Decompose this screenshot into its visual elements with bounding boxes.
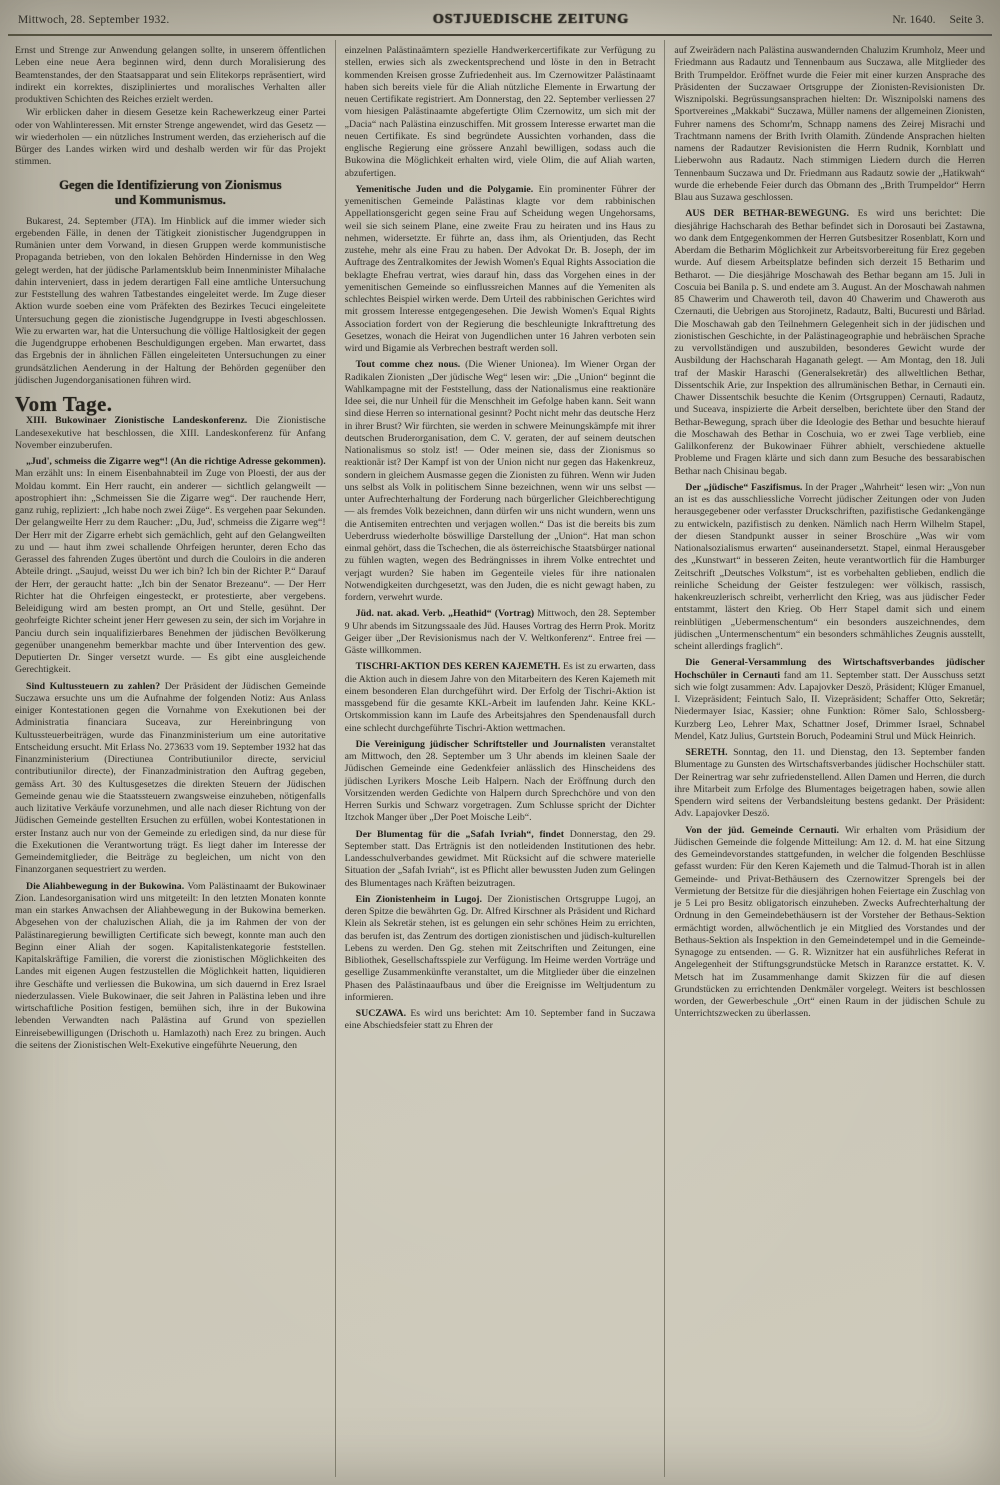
page-number: Seite 3. [949,14,984,26]
news-item: TISCHRI-AKTION DES KEREN KAJEMETH. Es ist zu erwarten, dass die Aktion auch in diesem Jahre von den Mitarbeitern des Keren Kajemeth mit einem besonderen Elan durchgeführt wird. Der Erfolg der Tischri-Aktion ist massgebend für die gesamte KKL-Arbeit im laufenden Jahr. Keine KKL-Ortskommission kann im Laufe des Arbeitsjahres den Spendenausfall durch eine schlecht durchgeführte Tischri-Aktion wettmachen. [344,661,656,734]
issue-number: Nr. 1640. [892,14,936,26]
paragraph: auf Zweirädern nach Palästina auswandernden Chaluzim Krumholz, Meer und Friedmann aus Radautz und Tennenbaum aus Suczawa, alle Mitglieder des Brith Trumpeldor. Eröffnet wurde die Feier mit einer kurzen Ansprache des Präsidenten der Suczawaer Ortsgruppe der Zionisten-Revisionisten Dr. Wisznipolski. Begrüssungsansprachen hielten: Dr. Wisznipolski namens des Sportvereines „Makkabi“ Suczawa, Müller namens der allgemeinen Zionisten, Fuhrer namens des Schomr'm, Schnapp namens des Zeirej Misrachi und Trachtmann namens der Brith Ivrith Olamith. Zündende Ansprachen hielten namens der Radautzer Revisionisten die Herrn Rudnik, Kornblatt und Lieberwohn aus Radautz. Nach stimmigen Liedern durch die Herren Tennenbaum Suczawa und Dr. Friedmann aus Radautz sowie der „Hatikwah“ wurde die erhebende Feier durch das Obmann des „Brith Trumpeldor“ Herrn Blau aus Suzawa geschlossen. [674,45,986,203]
news-item-lead: Der Blumentag für die „Safah Ivriah“, findet [355,828,570,840]
paragraph: Bukarest, 24. September (JTA). Im Hinblick auf die immer wieder sich ergebenden Fälle, in denen der Tätigkeit zionistischer Jugendgruppen in Rumänien unter dem Vorwand, in diesen Gruppen werde kommunistische Propaganda betrieben, von den lokalen Behörden Hindernisse in den Weg gelegt werden, hat der jüdische Parlamentsklub beim Innenminister Mihalache dahin interveniert, dass in jedem derartigen Fall eine amtliche Untersuchung zur Feststellung des wahren Tatbestandes eingeleitet werde. Im Zuge dieser Aktion wurde soeben eine vom Präfekten des Bezirkes Tecuci eingeleitete Untersuchung gegen die zionistische Jugendgruppe in Ivesti abgeschlossen. Wie zu erwarten war, hat die Untersuchung die völlige Haltlosigkeit der gegen die Jugendgruppe erhobenen Beschuldigungen ergeben. Man erwartet, dass das Ergebnis der in ähnlichen Fällen eingeleiteten Untersuchungen zu einer grundsätzlichen Aenderung in der Haltung der Behörden gegenüber den jüdischen Jugendorganisationen führen wird. [15,215,326,386]
news-item: Ein Zionistenheim in Lugoj. Der Zionistischen Ortsgruppe Lugoj, an deren Spitze die bewährten Gg. Dr. Alfred Kirschner als Präsident und Richard Klein als Sekretär stehen, ist es gelungen ein sehr schönes Heim zu errichten, das berufen ist, das Zentrum des dortigen zionistischen und jüdisch-kulturellen Lebens zu werden. Den Gg. stehen mit Zeitschriften und Zeitungen, eine Bibliothek, Gesellschaftsspiele zur Verfügung. Im Heime werden Vorträge und gesellige Zusammenkünfte veranstaltet, um die Mitglieder über die einzelnen Phasen des Palästinaaufbaus und über die Ereignisse im Weltjudentum zu informieren. [344,893,656,1003]
news-item: Die Vereinigung jüdischer Schriftsteller und Journalisten veranstaltet am Mittwoch, den 28. September um 3 Uhr abends im kleinen Saale der Jüdischen Gemeinde eine Gedenkfeier anlässlich des Hinscheidens des jüdischen Lyrikers Mosche Leib Halpern. Nach der Eröffnung durch den Vorsitzenden werden Gedichte von Halpern durch Sprechchöre und von den Herren Surkis und Schwarz vorgetragen. Zum Schlusse spricht der Dichter Itzchok Manger über „Der Poet Moische Leib“. [344,738,656,824]
news-item: Sind Kultussteuern zu zahlen? Der Präsident der Jüdischen Gemeinde Suczawa ersuchte uns um die Aufnahme der folgenden Notiz: Aus Anlass einiger Kontestationen gegen die Vornahme von Exekutionen bei der Administratia financiara Suceava, zur Hereinbringung von Kultussteuerbeiträgen, wurde das Finanzministerium um eine autoritative Entscheidung ersucht. Mit Erlass No. 273633 vom 19. September 1932 hat das Finanzministerium (Directiunea Contributiunilor directe, serviciul contributiunilor directe), der Finanzadministration den Auftrag gegeben, gemäss Art. 30 des Kultusgesetzes die direkten Steuern der Jüdischen Gemeinde genau wie die Staatssteuern zwangsweise einzuheben, nötigenfalls auch lizitative Verkäufe vorzunehmen, und alle nach dieser Richtung von der Jüdischen Gemeinde gestellten Ersuchen zu erfüllen, wobei Kontestationen in erster Instanz auch nur von der Gemeinde zu erledigen sind, da nur diese für die Exekutionen die Verantwortung trägt. Es liegt daher im Interesse der Gemeindemitglieder, die Beiträge zu begleichen, um nicht von den Finanzorganen sequestriert zu werden. [15,680,326,876]
header-date: Mittwoch, 28. September 1932. [18,14,170,26]
news-item-lead: TISCHRI-AKTION DES KEREN KAJEMETH. [355,661,563,673]
news-item: Der Blumentag für die „Safah Ivriah“, findet Donnerstag, den 29. September statt. Das Erträgnis ist den notleidenden Institutionen des hebr. Landesschulverbandes gewidmet. Mit Rücksicht auf die schwere materielle Situation der „Safah Ivriah“, ist es Pflicht aller bewussten Juden zum Gelingen des Blumentages nach Kräften beizutragen. [344,828,656,889]
news-item-lead: AUS DER BETHAR-BEWEGUNG. [685,208,858,220]
news-item-lead: Die Aliahbewegung in der Bukowina. [26,880,188,892]
news-item: AUS DER BETHAR-BEWEGUNG. Es wird uns berichtet: Die diesjährige Hachscharah des Bethar befindet sich in Dorosauti bei Zastawna, wo dank dem Entgegenkommen der Herren Gutsbesitzer Rosenblatt, Korn und Aberdam die Betharim Möglichkeit zur Arbeitsvorbereitung für Erez gegeben wurde. Auf diesem Arbeitsplatze befinden sich derzeit 15 Betharim und Betharot. — Die diesjährige Moschawah des Bethar begann am 15. Juli in Coscuia bei Banila p. S. und endete am 3. August. An der Moschawah nahmen 85 Chawerim und Chaweroth teil, davon 40 Chawerim und Chaweroth aus Czernauti, die Uebrigen aus Storojinetz, Radautz, Balti, Bucuresti und Bârlad. Die Moschawah gab den Teilnehmern Gelegenheit sich in der jüdischen und zionistischen Geschichte, in der Palästinageographie und hebräischen Sprache zu vervollständigen und auszubilden, besonderes Gewicht wurde der Ausbildung der Hachscharah Haganath gelegt. — Am Montag, den 18. Juli traf der Maskir Haraschi (Generalsekretär) des allweltlichen Bethar, Dissentschik Arie, zur Inspektion des allrumänischen Bethar, in Cernauti ein. Chawer Dissentschik besuchte die Kenim (Ortsgruppen) Cernauti, Radautz, und Suceava, inspizierte die Arbeit derselben, berichtete über den Stand der Bethar-Bewegung, sprach über die Ideologie des Bethar und besuchte hierauf die Moschawah des Bethar in Coschuia, wo er zwei Tage verblieb, eine Galilkonferenz der Bukowinaer Führer abhielt, verschiedene aktuelle Probleme und Fragen klärte und sich dann zum Besuche des bessarabischen Bethar nach Chisinau begab. [674,208,986,477]
news-item-lead: Yemenitische Juden und die Polygamie. [355,183,539,195]
page-content [6,40,994,1477]
news-item-lead: Ein Zionistenheim in Lugoj. [355,893,488,905]
page-header [18,12,984,28]
news-item-lead: Von der jüd. Gemeinde Cernauti. [685,824,845,836]
news-item: Tout comme chez nous. (Die Wiener Unionea). Im Wiener Organ der Radikalen Zionisten „Der jüdische Weg“ lesen wir: „Die „Union“ beginnt die Wahlkampagne mit der Feststellung, dass der Nationalismus eine reaktionäre Idee sei, die nur Unheil für die Menschheit im Gefolge haben kann. Seit wann sind diese Herren so international gesinnt? Pocht nicht mehr das deutsche Herz in ihrer Brust? Wir fürchten, sie werden in schwere Meinungskämpfe mit ihrer deutschen Bruderorganisation, dem C. V. geraten, der auf seinem deutschen Nationalismus so stolz ist! — Oder meinen sie, dass der Zionismus so reaktionär ist? Der Kampf ist von der Union nicht nur gegen das Hakenkreuz, sondern in gleichem Ausmasse gegen die Zionisten zu führen. Wenn wir Juden uns selbst als Volk in politischem Sinne bezeichnen, wenn wir uns selbst — unter Aufrechterhaltung der Forderung nach bürgerlicher Gleichberechtigung — als fremdes Volk bezeichnen, dann dürfen wir uns nicht wundern, wenn uns die Antisemiten entrechten und verjagen wollen.“ Das ist die bereits bis zum Ueberdruss wiederholte böswillige Darstellung der „Union“. Hat man schon einmal gehört, dass die Tschechen, die als österreichische Staatsbürger national zu fühlen wagten, wegen des Bedrängnisses in ihrem Volke entrechtet und verjagt wurden? Sie haben im Gegenteile vieles für ihre nationalen Notwendigkeiten durchgesetzt, was den Juden, die es nicht gewagt haben, zu fordern, verwehrt wurde. [344,359,656,603]
masthead-title: OSTJUEDISCHE ZEITUNG [432,12,630,27]
news-item-lead: Der „jüdische“ Faszifismus. [685,481,806,493]
news-item: SERETH. Sonntag, den 11. und Dienstag, den 13. September fanden Blumentage zu Gunsten des Wirtschaftsverbandes jüdischer Hochschüler statt. Der Reinertrag war sehr zufriedenstellend. Allen Damen und Herren, die durch ihre Mitarbeit zum Erfolge des Blumentages beigetragen haben, sowie allen Spendern wird seitens der Verbandsleitung bestens gedankt. Der Präsident: Adv. Lapajovker Deszö. [674,747,986,820]
news-item: Die Aliahbewegung in der Bukowina. Vom Palästinaamt der Bukowinaer Zion. Landesorganisation wird uns mitgeteilt: In den letzten Monaten konnte man ein starkes Anwachsen der Aliahbewegung in der Bukowina bemerken. Abgesehen von der chaluzischen Aliah, die ja im Rahmen der von der Palästinaregierung bewilligten Certificate sich bewegt, konnte man auch den Beginn einer Aliah der sogen. Kapitalistenkategorie feststellen. Kapitalskräftige Familien, die vorerst die zionistischen Möglichkeiten des Landes mit eigenen Augen festzustellen die Möglichkeit hatten, liquidieren ihre Geschäfte und verliessen die Bukowina, um sich dauernd in Erez Israel niederzulassen. Viele Bukowinaer, die seit Jahren in Palästina leben und ihre wirtschaftliche Position festigen, bemühen sich, ihre in der Bukowina lebenden Verwandten nach Palästina auf Grund von speziellen Einreisebewilligungen (Drischoth u. Hamlazoth) nach Erez zu bringen. Auch die seitens der Zionistischen Welt-Exekutive eingeführte Neuerung, den [15,880,326,1051]
paragraph: Ernst und Strenge zur Anwendung gelangen sollte, in unserem öffentlichen Leben eine neue Aera beginnen wird, denn durch Moralisierung des Beamtenstandes, der den Staatsapparat und sein Elitekorps repräsentiert, wird indirekt ein korrektes, diszipliniertes und moralisches Verhalten aller produktiven Schichten des Reiches erzielt werden. [15,45,326,105]
news-item-lead: Jüd. nat. akad. Verb. „Heathid“ (Vortrag) [355,608,538,620]
news-item-lead: Die Vereinigung jüdischer Schriftsteller und Journalisten [355,738,611,750]
column-3 [664,40,994,1477]
header-issue-info [892,14,984,26]
section-title: Vom Tage. [15,392,113,416]
news-item: XIII. Bukowinaer Zionistische Landeskonferenz. Die Zionistische Landesexekutive hat beschlossen, die XIII. Landeskonferenz für Anfang November einzuberufen. [15,415,326,451]
article-headline [19,178,322,209]
news-item: Die General-Versammlung des Wirtschaftsverbandes jüdischer Hochschüler in Cernauti fand am 11. September statt. Der Ausschuss setzt sich wie folgt zusammen: Adv. Lapajovker Deszö, Präsident; Klüger Emanuel, I. Vizepräsident; Feintuch Salo, II. Vizepräsident; Schaffer Otto, Sekretär; Niedermayer Isiac, Kassier; ohne Funktion: Römer Salo, Schlossberg-Kurzberg Leo, Lehrer Max, Schattner Josef, Drimmer Israel, Schnabel Mendel, Katz Julius, Gurtstein Boruch, Podeamini Strul und Mück Heinrich. [674,657,986,742]
news-item: Jüd. nat. akad. Verb. „Heathid“ (Vortrag) Mittwoch, den 28. September 9 Uhr abends im Sitzungssaale des Jüd. Hauses Vortrag des Herrn Prok. Moritz Geiger über „Der Revisionismus nach der V. Weltkonferenz“. Entree frei — Gäste willkommen. [344,608,656,656]
news-item-lead: SERETH. [685,747,734,758]
column-1 [6,40,335,1477]
news-item: Yemenitische Juden und die Polygamie. Ein prominenter Führer der yemenitischen Gemeinde Palästinas klagte vor dem rabbinischen Appellationsgericht gegen seine Frau auf Scheidung wegen Ungehorsams, weil sie sich seinem Plane, eine zweite Frau zu heiraten und ins Haus zu nehmen, widersetzte. Er führte an, dass ihm, als Orientjuden, das Recht zustehe, mehr als eine Frau zu haben. Der Advokat Dr. B. Joseph, der im Auftrage des Zentralkomites der Jewish Women's Equal Rights Association die beklagte Ehefrau vertrat, wies darauf hin, dass das Vorgehen eines in der yemenitischen Gemeinde so einflussreichen Mannes auf die Yemeniten als schlechtes Beispiel wirken werde. Dem Urteil des rabbinischen Gerichtes wird mit grossem Interesse entgegengesehen. Die Jewish Women's Equal Rights Association fordert von der Regierung die beschleunigte Inkrafttretung des Gesetzes, wonach die Heirat von Jugendlichen unter 16 Jahren verboten sein wird und Bigamie als Verbrechen bestraft werden soll. [344,183,656,354]
news-item-lead: „Jud', schmeiss die Zigarre weg“! (An die richtige Adresse gekommen). [26,456,326,467]
news-item: SUCZAWA. Es wird uns berichtet: Am 10. September fand in Suczawa eine Abschiedsfeier statt zu Ehren der [344,1008,656,1032]
news-item-lead: XIII. Bukowinaer Zionistische Landeskonferenz. [26,415,256,427]
news-item-lead: Sind Kultussteuern zu zahlen? [26,680,165,692]
news-item: Von der jüd. Gemeinde Cernauti. Wir erhalten vom Präsidium der Jüdischen Gemeinde die folgende Mitteilung: Am 12. d. M. hat eine Sitzung des Gemeindevorstandes stattgefunden, in welcher die folgenden Beschlüsse gefasst wurden: Für den Keren Kajemeth und die Talmud-Thorah ist in allen Gemeinde- und Privat-Bethäusern des Czernowitzer Sprengels bei der Vermietung der Betsitze für die diesjährigen hohen Feiertage ein Zuschlag von je 5 Lei pro Besitz obligatorisch einzuheben. Zwecks Aufrechterhaltung der Ordnung in den Gemeindebethäusern ist der Vorsteher der Bethaus-Sektion ermächtigt worden, allwöchentlich je ein Mitglied des Vorstandes und der Bethaus-Sektion als Inspektion in den Gemeindetempel und in die Gemeinde-Synagoge zu entsenden. — G. R. Wiznitzer hat ein ausführliches Referat in Angelegenheit der Stiftungsgrundstücke Metsch in Raranzce erstattet. K. V. Metsch hat im Zusammenhange damit Skizzen für die auf diesen Grundstücken zu errichtenden Denkmäler vorgelegt. Weiters ist beschlossen worden, der Gewerbeschule „Ort“ einen Raum in der jüdischen Schule zu Unterrichtszwecken zu überlassen. [674,824,986,1020]
paragraph: Wir erblicken daher in diesem Gesetze kein Rachewerkzeug einer Partei oder von Wahlinteressen. Mit ernster Strenge angewendet, wird das Gesetz — wir wiederholen — ein nützliches Instrument werden, das erzieherisch auf die Bürger des Landes wirken wird und deshalb werden wir für das Projekt stimmen. [15,107,326,168]
paragraph: einzelnen Palästinaämtern spezielle Handwerkercertifikate zur Verfügung zu stellen, erwies sich als zweckentsprechend und löste in den in Betracht kommenden Kreisen grosse Zufriedenheit aus. Im Czernowitzer Palästinaamt haben sich bereits viele für die Aliah nützliche Elemente in Erwartung der neuen Certifikate registriert. Am Donnerstag, den 22. September verliessen 27 vom hiesigen Palästinaamte abgefertigte Olim Czernowitz, um sich mit der „Dacia“ nach Palästina einzuschiffen. Mit grossem Interesse erwartet man die neuen Certifikate. Es sind begründete Aussichten vorhanden, dass die englische Regierung eine grössere Anzahl bewilligen, sodass auch die Bukowina die Möglichkeit erhalten wird, viele Olim, die auf Aliah warten, abzufertigen. [344,45,656,179]
headline-line: Gegen die Identifizierung von Zionismus [59,177,282,192]
news-item-lead: Tout comme chez nous. [355,359,466,371]
news-item-lead: SUCZAWA. [355,1008,411,1019]
news-item: Der „jüdische“ Faszifismus. In der Prager „Wahrheit“ lesen wir: „Von nun an ist es das ausschliessliche Vorrecht jüdischer Zeitungen oder von Juden herausgegebener oder verfasster Druckschriften, pazifistische Gedankengänge zu entwickeln, pazifistisch zu denken. Nämlich nach Herrn Wilhelm Stapel, der diesen Standpunkt ausser in seiner Broschüre „Was wir vom Nationalsozialismus erwarten“ auseinandersetzt. Stapel, einmal Herausgeber des „Kunstwart“ in besseren Zeiten, heute verantwortlich für die Hamburger Zeitschrift „Deutsches Volkstum“, ist es vorbehalten geblieben, endlich die reinliche Scheidung der Geister festzulegen: wer völkisch, rassisch, hakenkreuzlerisch schreibt, verherrlicht den Krieg, was aus jüdischer Feder entstammt, lästert den Krieg. Ob Herr Stapel damit sich und einem reinblütigen „Uebermenschentum“ ein besonders auszeichnendes, dem jüdischen „Untermenschentum“ ein besonders schmähliches Zeugnis ausstellt, scheint allerdings fraglich“. [674,481,986,652]
news-item: „Jud', schmeiss die Zigarre weg“! (An die richtige Adresse gekommen). Man erzählt uns: In einem Eisenbahnabteil im Zuge von Ploesti, der aus der Moldau kommt. Ein Herr raucht, ein anderer — sichtlich gelangweilt — apostrophiert ihn: „Schmeissen Sie die Zigarre weg“. Der rauchende Herr, ganz ruhig, repliziert: „Ich habe noch zwei Züge“. Es vergehen paar Sekunden. Der gelangweilte Herr zu dem Raucher: „Du, Jud', schmeiss die Zigarre weg“! Der Herr mit der Zigarre erhebt sich gemächlich, geht auf den Gelangweilten zu und — haut ihm zwei schallende Ohrfeigen herunter, deren Echo das Gerassel des fahrenden Zuges übertönt und durch die Couloirs in die anderen Abteile dringt. „Saujud, weisst Du wer ich bin? Ich bin der Richter P.“ Darauf der Herr, der geraucht hatte: „Ich bin der Senator Brezeanu“. — Der Herr Richter hat die Ohrfeigen eingesteckt, er protestierte, aber vergebens. Beleidigung wird am besten prompt, an Ort und Stelle, gesühnt. Der geohrfeigte Richter scheint jener Herr gewesen zu sein, der sich im Vorjahre in Panciu durch sein inqualifizierbares Benehmen der jüdischen Bevölkerung gegenüber unangenehm bemerkbar machte und über Intervention des gew. Deputierten Dr. Singer versetzt wurde. — Es gibt eine ausgleichende Gerechtigkeit. [15,456,326,676]
news-item-lead: Die General-Versammlung des Wirtschaftsverbandes jüdischer Hochschüler in Cernauti [674,657,986,681]
header-divider [8,34,992,36]
headline-line: und Kommunismus. [114,193,226,207]
column-2 [335,40,665,1477]
